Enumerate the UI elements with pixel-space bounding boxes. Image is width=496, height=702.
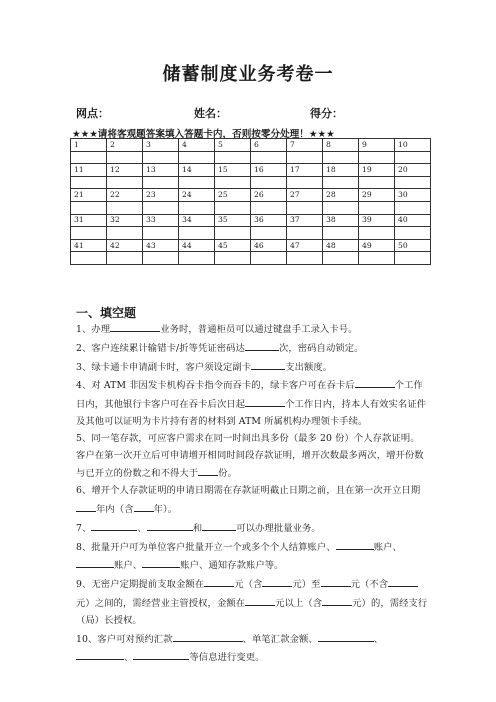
answer-entry-cell[interactable] <box>359 176 395 189</box>
answer-entry-cell[interactable] <box>71 176 107 189</box>
answer-blank[interactable] <box>245 395 285 407</box>
answer-number-cell: 4 <box>179 139 215 152</box>
branch-label: 网点： <box>76 107 109 120</box>
answer-entry-cell[interactable] <box>215 151 251 164</box>
answer-number-cell: 25 <box>215 189 251 202</box>
answer-blank[interactable] <box>322 594 352 606</box>
answer-blank[interactable] <box>251 358 285 370</box>
answer-number-cell: 34 <box>179 214 215 227</box>
answer-number-cell: 2 <box>107 139 143 152</box>
answer-entry-cell[interactable] <box>323 176 359 189</box>
answer-number-row <box>71 214 431 227</box>
answer-entry-cell[interactable] <box>107 176 143 189</box>
answer-number-cell: 26 <box>251 189 287 202</box>
exam-title: 储蓄制度业务考卷一 <box>162 64 334 85</box>
answer-entry-cell[interactable] <box>287 151 323 164</box>
answer-number-cell: 47 <box>287 239 323 252</box>
answer-number-cell: 14 <box>179 164 215 177</box>
answer-entry-cell[interactable] <box>143 176 179 189</box>
answer-number-cell: 1 <box>71 139 107 152</box>
answer-entry-cell[interactable] <box>251 151 287 164</box>
answer-blank[interactable] <box>321 575 351 587</box>
answer-blank[interactable] <box>336 538 374 550</box>
answer-entry-cell[interactable] <box>287 252 323 265</box>
answer-entry-cell[interactable] <box>143 201 179 214</box>
answer-entry-cell[interactable] <box>71 201 107 214</box>
answer-number-cell: 32 <box>107 214 143 227</box>
answer-entry-cell[interactable] <box>179 252 215 265</box>
answer-number-cell: 50 <box>395 239 431 252</box>
answer-number-cell: 44 <box>179 239 215 252</box>
answer-number-cell: 17 <box>287 164 323 177</box>
answer-blank[interactable] <box>204 575 234 587</box>
answer-blank[interactable] <box>147 519 193 531</box>
answer-number-cell: 39 <box>359 214 395 227</box>
answer-entry-cell[interactable] <box>359 201 395 214</box>
question-9: 9、无密户定期提前支取金额在 元（含 元）至 元（不含元）之间的，需经营业主管授权，金额在 元以上（含 元）的，需经支行（局）长授权。 <box>76 575 428 629</box>
answer-number-cell: 19 <box>359 164 395 177</box>
question-4: 4、对 ATM 非因发卡机构吞卡指令而吞卡的，绿卡客户可在吞卡后 个工作日内，其他银行卡客户可在吞卡后次日起 个工作日内，持本人有效实名证件及其他可以证明为卡片持有者的材料到 ATM 所属机构办理领卡手续。 <box>76 376 428 430</box>
answer-number-cell: 23 <box>143 189 179 202</box>
answer-blank[interactable] <box>133 648 189 660</box>
answer-blank[interactable] <box>355 376 395 388</box>
answer-number-cell: 24 <box>179 189 215 202</box>
answer-entry-cell[interactable] <box>71 227 107 240</box>
answer-number-cell: 20 <box>395 164 431 177</box>
answer-number-cell: 12 <box>107 164 143 177</box>
answer-blank[interactable] <box>110 320 160 332</box>
answer-number-cell: 49 <box>359 239 395 252</box>
answer-entry-cell[interactable] <box>107 227 143 240</box>
answer-number-cell: 48 <box>323 239 359 252</box>
answer-number-cell: 30 <box>395 189 431 202</box>
answer-number-cell: 10 <box>395 139 431 152</box>
answer-sheet-table <box>70 138 431 265</box>
answer-number-cell: 38 <box>323 214 359 227</box>
answer-number-cell: 37 <box>287 214 323 227</box>
answer-number-cell: 31 <box>71 214 107 227</box>
answer-number-cell: 18 <box>323 164 359 177</box>
answer-number-cell: 9 <box>359 139 395 152</box>
answer-number-cell: 42 <box>107 239 143 252</box>
answer-blank[interactable] <box>76 556 114 568</box>
answer-blank[interactable] <box>76 648 124 660</box>
answer-entry-cell[interactable] <box>395 151 431 164</box>
answer-number-cell: 33 <box>143 214 179 227</box>
candidate-info <box>76 105 436 121</box>
answer-entry-cell[interactable] <box>359 227 395 240</box>
answer-number-cell: 13 <box>143 164 179 177</box>
answer-number-cell: 16 <box>251 164 287 177</box>
answer-blank[interactable] <box>262 575 292 587</box>
answer-number-cell: 36 <box>251 214 287 227</box>
answer-number-cell: 5 <box>215 139 251 152</box>
answer-number-cell: 21 <box>71 189 107 202</box>
question-6: 6、增开个人存款证明的申请日期需在存款证明截止日期之前，且在第一次开立日期年内（含 年）。 <box>76 485 421 515</box>
answer-entry-cell[interactable] <box>143 252 179 265</box>
answer-entry-cell[interactable] <box>287 227 323 240</box>
question-7: 7、 、 和 可以办理批量业务。 <box>76 519 428 538</box>
answer-number-row <box>71 139 431 152</box>
section-heading-fill-blank: 一、填空题 <box>76 306 137 320</box>
answer-entry-cell[interactable] <box>251 201 287 214</box>
answer-entry-cell[interactable] <box>215 176 251 189</box>
answer-blank[interactable] <box>76 500 96 512</box>
answer-number-row <box>71 239 431 252</box>
answer-entry-cell[interactable] <box>71 252 107 265</box>
answer-number-cell: 6 <box>251 139 287 152</box>
answer-entry-row <box>71 176 431 189</box>
answer-number-cell: 46 <box>251 239 287 252</box>
answer-entry-cell[interactable] <box>215 252 251 265</box>
answer-blank[interactable] <box>198 464 218 476</box>
answer-number-row <box>71 189 431 202</box>
name-label: 姓名： <box>194 107 227 120</box>
answer-blank[interactable] <box>318 630 374 642</box>
answer-entry-cell[interactable] <box>107 252 143 265</box>
answer-number-cell: 40 <box>395 214 431 227</box>
answer-number-cell: 41 <box>71 239 107 252</box>
answer-entry-row <box>71 252 431 265</box>
answer-entry-row <box>71 201 431 214</box>
answer-entry-cell[interactable] <box>251 227 287 240</box>
answer-number-cell: 28 <box>323 189 359 202</box>
answer-number-cell: 29 <box>359 189 395 202</box>
answer-entry-cell[interactable] <box>215 201 251 214</box>
answer-entry-cell[interactable] <box>179 176 215 189</box>
question-3: 3、绿卡通卡申请副卡时，客户须设定副卡 支出额度。 <box>76 358 428 377</box>
answer-entry-cell[interactable] <box>107 151 143 164</box>
question-10: 10、客户可对预约汇款 、单笔汇款金额、 、、 等信息进行变更。 <box>76 630 428 668</box>
answer-entry-cell[interactable] <box>395 252 431 265</box>
answer-blank[interactable] <box>142 556 180 568</box>
answer-number-cell: 45 <box>215 239 251 252</box>
question-8: 8、批量开户可为单位客户批量开立一个或多个个人结算账户、 账户、账户、 账户、通知存款账户等。 <box>76 538 428 576</box>
answer-number-cell: 27 <box>287 189 323 202</box>
answer-blank[interactable] <box>388 575 418 587</box>
answer-entry-row <box>71 227 431 240</box>
answer-entry-cell[interactable] <box>323 201 359 214</box>
answer-number-cell: 8 <box>323 139 359 152</box>
answer-notice: ★★★请将客观题答案填入答题卡内，否则按零分处理！★★★ <box>72 129 335 140</box>
answer-blank[interactable] <box>173 630 243 642</box>
answer-number-cell: 22 <box>107 189 143 202</box>
answer-entry-cell[interactable] <box>143 227 179 240</box>
answer-number-row <box>71 164 431 177</box>
question-1: 1、办理 业务时，普通柜员可以通过键盘手工录入卡号。 <box>76 320 428 339</box>
answer-number-cell: 7 <box>287 139 323 152</box>
answer-entry-cell[interactable] <box>395 227 431 240</box>
answer-entry-cell[interactable] <box>359 252 395 265</box>
answer-entry-cell[interactable] <box>287 201 323 214</box>
answer-entry-cell[interactable] <box>395 176 431 189</box>
answer-entry-cell[interactable] <box>71 151 107 164</box>
answer-blank[interactable] <box>134 500 154 512</box>
answer-entry-cell[interactable] <box>323 227 359 240</box>
answer-number-cell: 43 <box>143 239 179 252</box>
answer-blank[interactable] <box>245 594 275 606</box>
answer-number-cell: 15 <box>215 164 251 177</box>
answer-entry-row <box>71 151 431 164</box>
answer-entry-cell[interactable] <box>179 151 215 164</box>
score-label: 得分： <box>310 107 343 120</box>
answer-entry-cell[interactable] <box>323 252 359 265</box>
answer-blank[interactable] <box>202 519 236 531</box>
answer-entry-cell[interactable] <box>179 201 215 214</box>
answer-entry-cell[interactable] <box>107 201 143 214</box>
answer-number-cell: 11 <box>71 164 107 177</box>
answer-entry-cell[interactable] <box>215 227 251 240</box>
answer-entry-cell[interactable] <box>251 176 287 189</box>
answer-entry-cell[interactable] <box>359 151 395 164</box>
answer-blank[interactable] <box>245 339 279 351</box>
answer-entry-cell[interactable] <box>143 151 179 164</box>
answer-entry-cell[interactable] <box>251 252 287 265</box>
question-5: 5、同一笔存款，可应客户需求在同一时间出具多份（最多 20 份）个人存款证明。客户在第一次开立后可申请增开相同时间段存款证明，增开次数最多两次，增开份数与已开立的份数之和不得大于 份。 <box>76 432 424 480</box>
answer-number-cell: 3 <box>143 139 179 152</box>
answer-number-cell: 35 <box>215 214 251 227</box>
answer-entry-cell[interactable] <box>323 151 359 164</box>
answer-entry-cell[interactable] <box>287 176 323 189</box>
answer-entry-cell[interactable] <box>179 227 215 240</box>
question-2: 2、客户连续累计输错卡/折等凭证密码达 次，密码自动锁定。 <box>76 339 428 358</box>
question-list <box>76 320 428 667</box>
answer-entry-cell[interactable] <box>395 201 431 214</box>
answer-blank[interactable] <box>91 519 137 531</box>
